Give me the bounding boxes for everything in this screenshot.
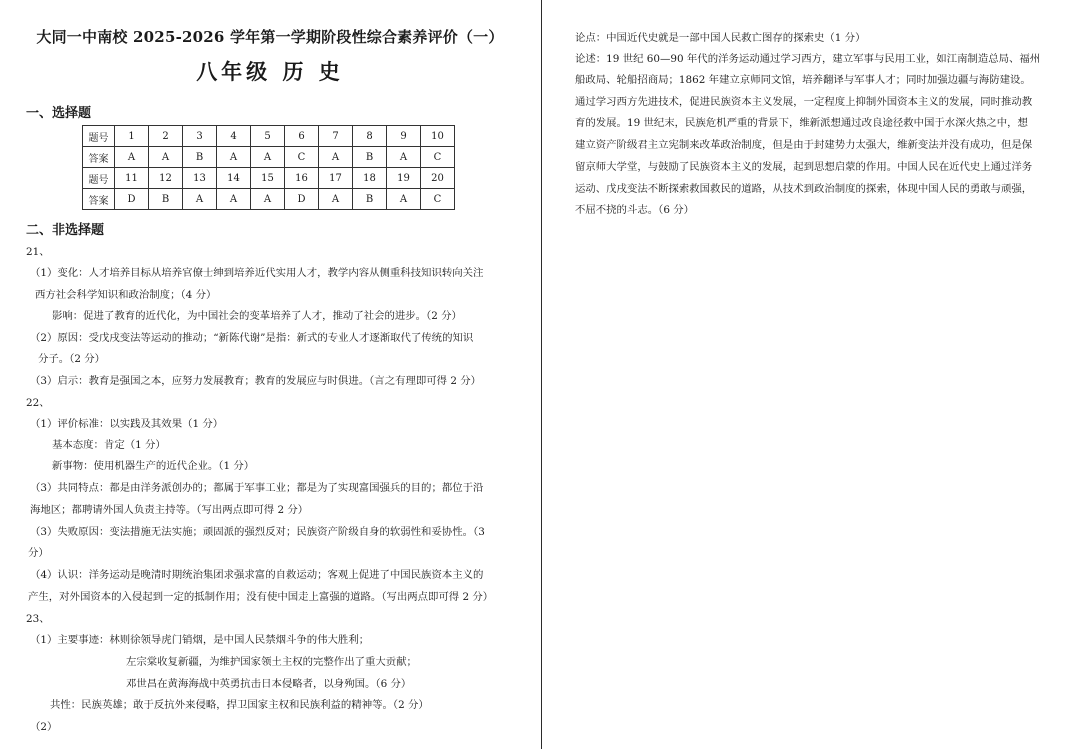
table-cell: A [387, 147, 421, 168]
table-cell: 18 [353, 168, 387, 189]
question-number: 22、 [26, 397, 50, 409]
table-cell: 12 [149, 168, 183, 189]
answer-line: （3）启示：教育是强国之本，应努力发展教育；教育的发展应与时俱进。（言之有理即可得 2 分） [30, 375, 482, 387]
table-cell: A [115, 147, 149, 168]
table-cell: C [421, 189, 455, 210]
answer-line: 论述：19 世纪 60—90 年代的洋务运动通过学习西方，建立军事与民用工业，如江南制造总局、福州 [575, 53, 1041, 65]
answer-line: （1）变化：人才培养目标从培养官僚士绅到培养近代实用人才，教学内容从侧重科技知识转向关注 [30, 267, 484, 279]
table-cell: A [251, 147, 285, 168]
table-cell: 20 [421, 168, 455, 189]
answer-line: 新事物：使用机器生产的近代企业。（1 分） [52, 460, 255, 472]
table-cell: B [183, 147, 217, 168]
answer-table [82, 125, 455, 210]
section-2-heading: 二、非选择题 [26, 223, 105, 238]
row-label: 题号 [83, 126, 115, 147]
table-cell: 13 [183, 168, 217, 189]
answer-line: 通过学习西方先进技术，促进民族资本主义发展，一定程度上抑制外国资本主义的发展，同时推动教 [575, 96, 1033, 108]
table-row-a1 [83, 147, 455, 168]
question-number: 23、 [26, 613, 50, 625]
answer-line: 留京师大学堂，与鼓励了民族资本主义的发展，起到思想启蒙的作用。中国人民在近代史上通过洋务 [575, 161, 1033, 173]
table-cell: 5 [251, 126, 285, 147]
table-cell: A [319, 189, 353, 210]
table-cell: D [285, 189, 319, 210]
table-cell: A [149, 147, 183, 168]
answer-line: 西方社会科学知识和政治制度；（4 分） [35, 289, 217, 301]
table-cell: 2 [149, 126, 183, 147]
section-1-heading: 一、选择题 [26, 106, 92, 121]
table-cell: A [387, 189, 421, 210]
table-row-q1 [83, 126, 455, 147]
table-cell: 10 [421, 126, 455, 147]
exam-title: 大同一中南校 2025-2026 学年第一学期阶段性综合素养评价（一） [36, 28, 504, 46]
answer-line: 分子。（2 分） [38, 353, 106, 365]
table-cell: 9 [387, 126, 421, 147]
table-cell: 4 [217, 126, 251, 147]
table-cell: D [115, 189, 149, 210]
answer-line: （4）认识：洋务运动是晚清时期统治集团求强求富的自救运动；客观上促进了中国民族资本主义的 [30, 569, 484, 581]
answer-line: （2） [30, 721, 58, 733]
table-cell: B [353, 147, 387, 168]
table-cell: C [285, 147, 319, 168]
table-cell: 6 [285, 126, 319, 147]
table-cell: 7 [319, 126, 353, 147]
answer-line: （1）评价标准：以实践及其效果（1 分） [30, 418, 224, 430]
table-row-a2 [83, 189, 455, 210]
answer-line: 基本态度：肯定（1 分） [52, 439, 166, 451]
table-cell: 17 [319, 168, 353, 189]
table-cell: 11 [115, 168, 149, 189]
answer-line: 产生，对外国资本的入侵起到一定的抵制作用；没有使中国走上富强的道路。（写出两点即可得 2 分） [28, 591, 494, 603]
answer-line: 邓世昌在黄海海战中英勇抗击日本侵略者，以身殉国。（6 分） [126, 678, 412, 690]
table-cell: A [217, 189, 251, 210]
question-number: 21、 [26, 246, 50, 258]
table-cell: A [183, 189, 217, 210]
row-label: 答案 [83, 189, 115, 210]
answer-line: 建立资产阶级君主立宪制来改革政治制度，但是由于封建势力太强大，维新变法并没有成功，但是保 [575, 139, 1033, 151]
table-cell: 15 [251, 168, 285, 189]
row-label: 题号 [83, 168, 115, 189]
table-cell: 16 [285, 168, 319, 189]
answer-line: 海地区；都聘请外国人负责主持等。（写出两点即可得 2 分） [30, 504, 309, 516]
answer-line: 分） [28, 547, 49, 559]
answer-line: （1）主要事迹：林则徐领导虎门销烟，是中国人民禁烟斗争的伟大胜利； [30, 634, 370, 646]
right-page [543, 0, 1080, 749]
answer-line: 共性：民族英雄；敢于反抗外来侵略，捍卫国家主权和民族利益的精神等。（2 分） [50, 699, 429, 711]
table-cell: B [149, 189, 183, 210]
answer-line: 船政局、轮船招商局；1862 年建立京师同文馆，培养翻译与军事人才；同时加强边疆与海防建设。 [575, 74, 1031, 86]
table-cell: A [251, 189, 285, 210]
table-cell: 3 [183, 126, 217, 147]
answer-line: 不屈不挠的斗志。（6 分） [575, 204, 695, 216]
page-divider [541, 0, 542, 749]
answer-line: （3）共同特点：都是由洋务派创办的；都属于军事工业；都是为了实现富国强兵的目的；都位于沿 [30, 482, 484, 494]
answer-line: 运动、戊戌变法不断探索救国救民的道路，从技术到政治制度的探索，体现中国人民的勇敢与顽强， [575, 183, 1033, 195]
table-cell: 14 [217, 168, 251, 189]
table-cell: 1 [115, 126, 149, 147]
row-label: 答案 [83, 147, 115, 168]
table-cell: A [217, 147, 251, 168]
table-row-q2 [83, 168, 455, 189]
answer-line: 育的发展。19 世纪末，民族危机严重的背景下，维新派想通过改良途径救中国于水深火热之中，想 [575, 117, 1028, 129]
answer-line: （3）失败原因：变法措施无法实施；顽固派的强烈反对；民族资产阶级自身的软弱性和妥协性。（3 [30, 526, 485, 538]
answer-line: 影响：促进了教育的近代化，为中国社会的变革培养了人才，推动了社会的进步。（2 分） [52, 310, 462, 322]
table-cell: 8 [353, 126, 387, 147]
table-cell: B [353, 189, 387, 210]
answer-line: 论点：中国近代史就是一部中国人民救亡图存的探索史（1 分） [575, 32, 866, 44]
table-cell: 19 [387, 168, 421, 189]
table-cell: C [421, 147, 455, 168]
answer-line: 左宗棠收复新疆，为维护国家领土主权的完整作出了重大贡献； [126, 656, 417, 668]
exam-subtitle: 八年级 历 史 [196, 59, 344, 84]
table-cell: A [319, 147, 353, 168]
answer-line: （2）原因：受戊戌变法等运动的推动；“新陈代谢”是指：新式的专业人才逐渐取代了传统的知识 [30, 332, 474, 344]
